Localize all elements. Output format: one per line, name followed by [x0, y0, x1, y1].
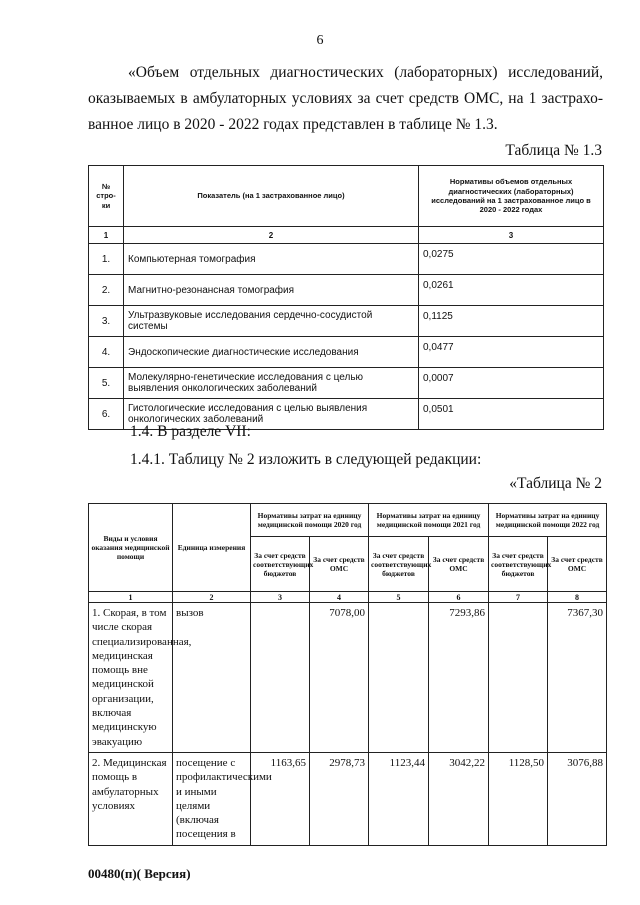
row-value: 0,0477	[419, 337, 604, 368]
row-label: Гистологические исследования с целью выявления онкологических заболеваний	[124, 399, 419, 430]
row-unit: вызов	[173, 603, 251, 753]
row-oms-2021: 3042,22	[429, 752, 489, 845]
col-number: 6	[429, 592, 489, 603]
row-budget-2022: 1128,50	[489, 752, 548, 845]
header-indicator: Показатель (на 1 застрахованное лицо)	[124, 166, 419, 227]
row-oms-2020: 2978,73	[310, 752, 369, 845]
table-row	[89, 306, 604, 337]
row-number: 4.	[89, 337, 124, 368]
col-number: 4	[310, 592, 369, 603]
header-2020: Нормативы затрат на единицу медицинской помощи 2020 год	[251, 504, 369, 537]
row-budget-2020: 1163,65	[251, 752, 310, 845]
header-norms: Нормативы объемов отдельных диагностических (лабораторных) исследований на 1 застрахованное лицо в 2020 - 2022 годах	[419, 166, 604, 227]
row-number: 6.	[89, 399, 124, 430]
row-label: Магнитно-резонансная томография	[124, 275, 419, 306]
row-value: 0,0275	[419, 244, 604, 275]
table-row	[89, 752, 607, 845]
col-number: 1	[89, 592, 173, 603]
row-budget-2021: 1123,44	[369, 752, 429, 845]
row-number: 1.	[89, 244, 124, 275]
row-number: 3.	[89, 306, 124, 337]
intro-line-2: оказываемых в амбулаторных условиях за счет средств ОМС, на 1 застрахо-	[88, 90, 603, 107]
table2-caption: «Таблица № 2	[509, 475, 602, 492]
row-number: 5.	[89, 368, 124, 399]
col-number: 5	[369, 592, 429, 603]
row-value: 0,0501	[419, 399, 604, 430]
row-unit: посещение с профилактическими и иными целями (включая посещения в	[173, 752, 251, 845]
row-kind: 2. Медицинская помощь в амбулаторных условиях	[89, 752, 173, 845]
row-label: Компьютерная томография	[124, 244, 419, 275]
header-2022: Нормативы затрат на единицу медицинской помощи 2022 год	[489, 504, 607, 537]
row-oms-2022: 3076,88	[548, 752, 607, 845]
header-budget: За счет средств соответствующих бюджетов	[251, 537, 310, 592]
intro-line-3: ванное лицо в 2020 - 2022 годах представлен в таблице № 1.3.	[88, 116, 498, 133]
col-number: 2	[173, 592, 251, 603]
intro-paragraph	[88, 60, 603, 138]
header-2021: Нормативы затрат на единицу медицинской помощи 2021 год	[369, 504, 489, 537]
row-budget-2020	[251, 603, 310, 753]
row-value: 0,1125	[419, 306, 604, 337]
table-2	[88, 503, 607, 846]
document-footer: 00480(п)( Версия)	[88, 866, 191, 881]
table-row	[89, 368, 604, 399]
section-subheading: 1.4.1. Таблицу № 2 изложить в следующей редакции:	[130, 451, 482, 468]
header-oms: За счет средств ОМС	[548, 537, 607, 592]
table-row	[89, 244, 604, 275]
col-number: 2	[124, 227, 419, 244]
header-row-number: № стро-ки	[89, 166, 124, 227]
row-budget-2021	[369, 603, 429, 753]
row-label: Эндоскопические диагностические исследования	[124, 337, 419, 368]
header-kind: Виды и условия оказания медицинской помощи	[89, 504, 173, 592]
row-value: 0,0007	[419, 368, 604, 399]
intro-line-1: «Объем отдельных диагностических (лабораторных) исследований,	[128, 64, 603, 81]
row-oms-2022: 7367,30	[548, 603, 607, 753]
table-row	[89, 337, 604, 368]
col-number: 8	[548, 592, 607, 603]
col-number: 3	[419, 227, 604, 244]
table-1-3	[88, 165, 604, 430]
row-label: Ультразвуковые исследования сердечно-сосудистой системы	[124, 306, 419, 337]
col-number: 3	[251, 592, 310, 603]
page-number: 6	[316, 33, 324, 48]
col-number: 1	[89, 227, 124, 244]
row-number: 2.	[89, 275, 124, 306]
table13-caption: Таблица № 1.3	[505, 142, 602, 159]
row-budget-2022	[489, 603, 548, 753]
row-oms-2021: 7293,86	[429, 603, 489, 753]
header-unit: Единица измерения	[173, 504, 251, 592]
table-row	[89, 603, 607, 753]
header-budget: За счет средств соответствующих бюджетов	[369, 537, 429, 592]
row-oms-2020: 7078,00	[310, 603, 369, 753]
row-value: 0,0261	[419, 275, 604, 306]
table-row	[89, 275, 604, 306]
header-oms: За счет средств ОМС	[310, 537, 369, 592]
row-kind: 1. Скорая, в том числе скорая специализированная, медицинская помощь вне медицинской организации, включая медицинскую эвакуацию	[89, 603, 173, 753]
col-number: 7	[489, 592, 548, 603]
section-heading: 1.4. В разделе VII:	[130, 423, 251, 440]
row-label: Молекулярно-генетические исследования с целью выявления онкологических заболеваний	[124, 368, 419, 399]
header-oms: За счет средств ОМС	[429, 537, 489, 592]
header-budget: За счет средств соответствующих бюджетов	[489, 537, 548, 592]
